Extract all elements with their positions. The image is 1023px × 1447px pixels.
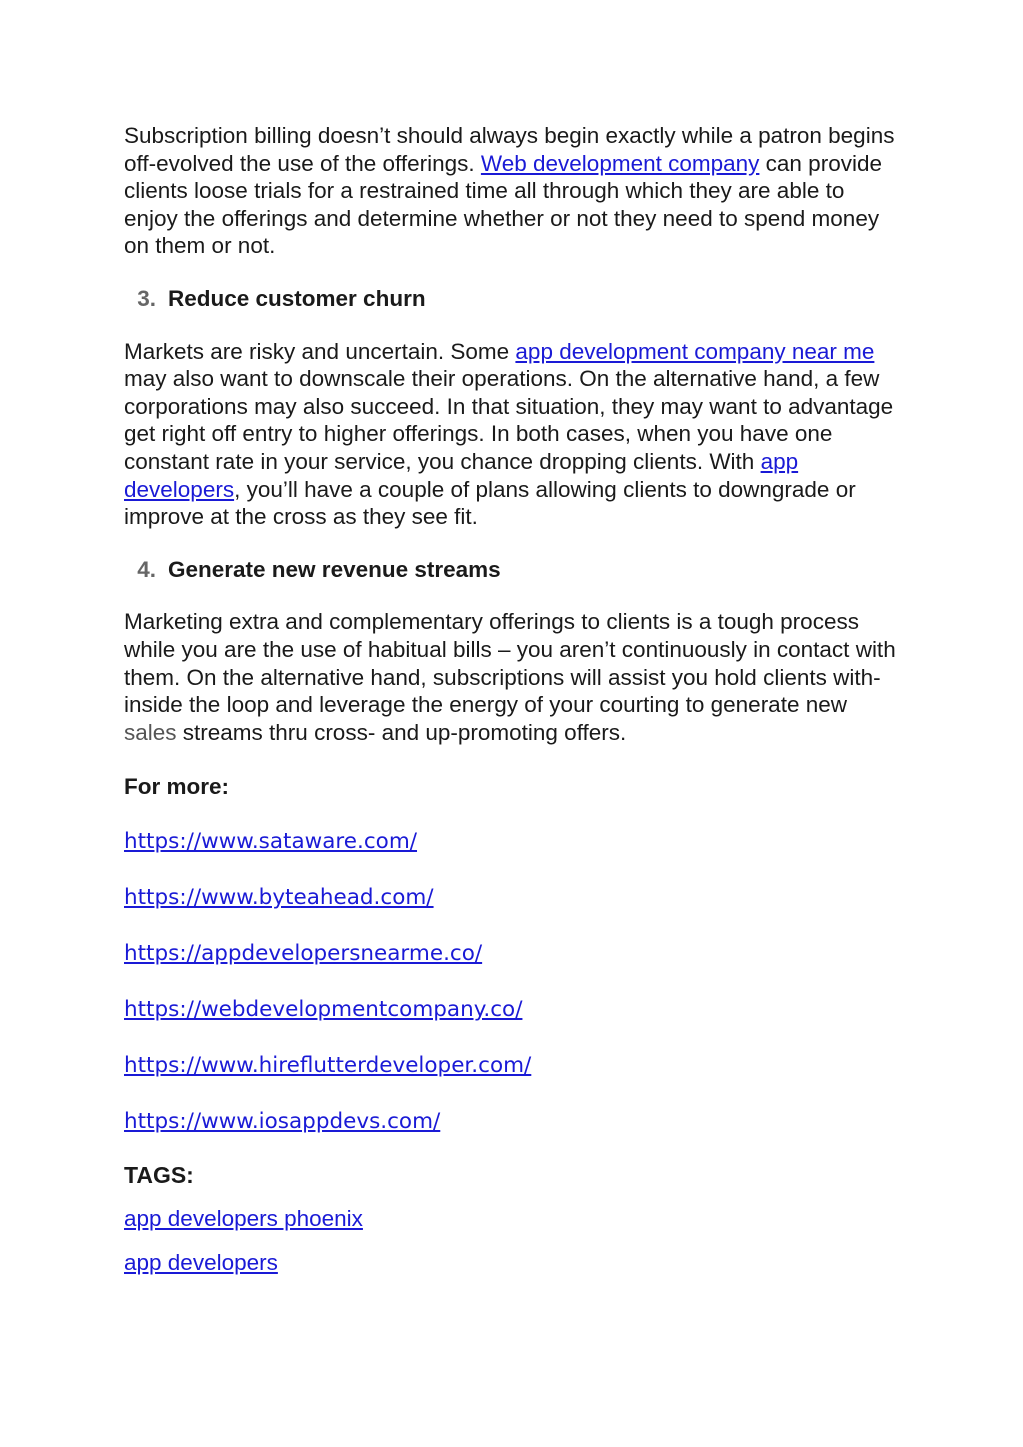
sales-word: sales: [124, 719, 177, 745]
heading-title: Generate new revenue streams: [168, 556, 501, 582]
list-number: 3.: [137, 285, 156, 311]
heading-generate-revenue-streams: [124, 556, 904, 584]
tag-app-developers-phoenix[interactable]: app developers phoenix: [124, 1206, 363, 1232]
reference-links: [124, 828, 904, 1136]
list-number: 4.: [137, 556, 156, 582]
link-appdevelopersnearme[interactable]: https://appdevelopersnearme.co/: [124, 940, 483, 966]
for-more-label: For more:: [124, 774, 230, 800]
link-app-development-company-near-me[interactable]: app development company near me: [515, 338, 875, 364]
paragraph-markets: Markets are risky and uncertain. Some app development company near me may also want to downscale their operations. On the alternative hand, a few corporations may also succeed. In that situation, they may want to advantage get right off entry to higher offerings. In both cases, when you have one constant rate in your service, you chance dropping clients. With app developers, you’ll have a couple of plans allowing clients to downgrade or improve at the cross as they see fit.: [124, 338, 894, 530]
paragraph-subscription-billing: Subscription billing doesn’t should always begin exactly while a patron begins off-evolved the use of the offerings. Web development company can provide clients loose trials for a restrained time all through which they are able to enjoy the offerings and determine whether or not they need to spend money on them or not.: [124, 123, 895, 259]
link-web-development-company[interactable]: Web development company: [480, 150, 760, 176]
link-iosappdevs[interactable]: https://www.iosappdevs.com/: [124, 1108, 441, 1134]
link-byteahead[interactable]: https://www.byteahead.com/: [124, 884, 434, 910]
heading-title: Reduce customer churn: [168, 285, 426, 311]
tag-app-developers[interactable]: app developers: [124, 1250, 278, 1276]
heading-reduce-customer-churn: [124, 285, 904, 313]
document-page: [124, 122, 904, 1293]
link-sataware[interactable]: https://www.sataware.com/: [124, 828, 418, 854]
paragraph-marketing: Marketing extra and complementary offerings to clients is a tough process while you are the use of habitual bills – you aren’t continuously in contact with them. On the alternative hand, subscriptions will assist you hold clients with-inside the loop and leverage the energy of your courting to generate new sales streams thru cross- and up-promoting offers.: [124, 609, 896, 745]
link-hireflutterdeveloper[interactable]: https://www.hireflutterdeveloper.com/: [124, 1052, 532, 1078]
link-app-developers[interactable]: app developers: [124, 448, 799, 502]
tags-label: TAGS:: [124, 1161, 194, 1188]
link-webdevelopmentcompany[interactable]: https://webdevelopmentcompany.co/: [124, 996, 523, 1022]
